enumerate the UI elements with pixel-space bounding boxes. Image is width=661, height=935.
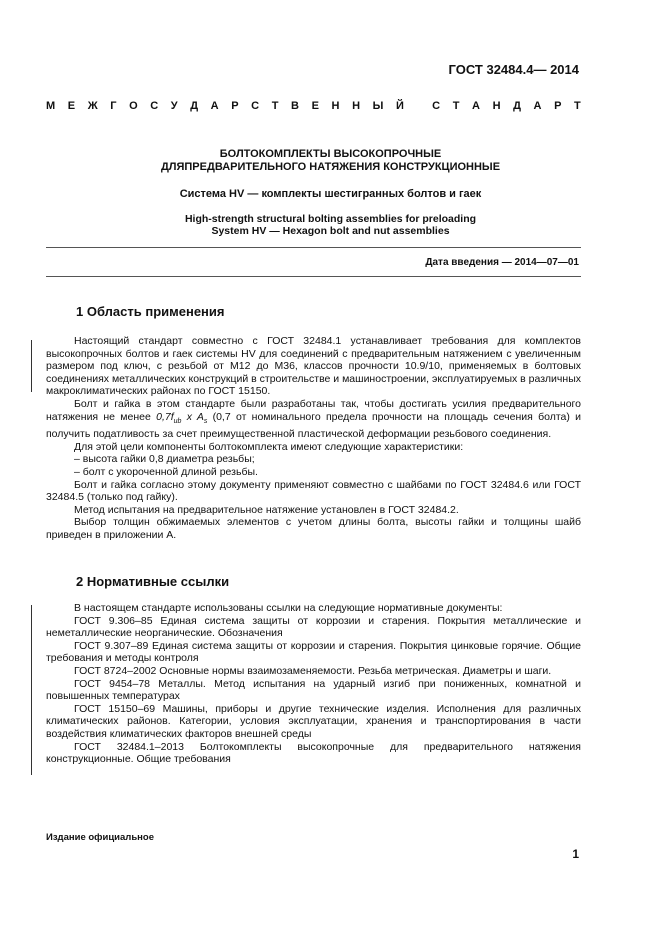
banner-gap [416,100,419,112]
banner-letter: Е [67,100,76,112]
banner-letter: В [291,100,299,112]
banner-letter: Д [513,100,521,112]
english-title [60,213,601,237]
banner-letter: С [150,100,159,112]
formula: 0,7f [156,410,174,423]
text-run: Болт и гайка в этом стандарте были разработаны так, чтобы достигать усилия предварительного натяжения не менее [46,397,581,423]
document-number: ГОСТ 32484.4— 2014 [448,62,579,77]
banner-letter: Д [190,100,199,112]
formula: x A [181,410,204,423]
banner-letter: Ы [372,100,384,112]
title-line-1: БОЛТОКОМПЛЕКТЫ ВЫСОКОПРОЧНЫЕ [219,148,442,160]
divider [46,276,581,277]
list-item: – болт с укороченной длиной резьбы. [74,466,258,479]
banner-letter: О [129,100,138,112]
banner-letter: М [46,100,56,112]
banner-letter: Т [574,100,581,112]
banner-letter: Т [452,100,460,112]
paragraph: В настоящем стандарте использованы ссылки на следующие нормативные документы: [74,602,503,614]
reference-item: ГОСТ 8724–2002 Основные нормы взаимозаменяемости. Резьба метрическая. Диаметры и шаги. [74,664,552,677]
reference-item: ГОСТ 9.307–89 Единая система защиты от коррозии и старения. Покрытия цинковые горячие. Общие требования и методы контроля [46,639,581,665]
text-run: (0,7 от номинального предела прочности на площадь сечения болта) и получить податливость за счет преимущественной пластической деформации резьбового соединения. [46,410,581,441]
banner-letter: Р [554,100,562,112]
paragraph: Для этой цели компоненты болтокомплекта имеют следующие характеристики: [74,440,464,453]
paragraph: Болт и гайка согласно этому документу применяют совместно с шайбами по ГОСТ 32484.6 или ГОСТ 32484.5 (только под гайку). [46,478,581,504]
english-title-line-1: High-strength structural bolting assemblies for preloading [184,213,477,225]
english-title-line-2: System HV — Hexagon bolt and nut assemblies [211,225,450,237]
reference-item: ГОСТ 9454–78 Металлы. Метод испытания на ударный изгиб при пониженных, комнатной и повышенных температурах [46,677,581,703]
formula-subscript: s [203,417,208,425]
section-2-body [0,602,661,766]
banner-letter: Ж [87,100,98,112]
banner-letter: А [210,100,219,112]
banner-letter: Н [492,100,501,112]
banner-letter: Г [110,100,117,112]
banner-letter: С [432,100,441,112]
section-2-heading: 2 Нормативные ссылки [76,574,230,589]
paragraph: Настоящий стандарт совместно с ГОСТ 32484.1 устанавливает требования для комплектов высокопрочных болтов и гаек системы HV для соединений с предварительным натяжением с увеличенным размером под ключ, с резьбой от М12 до М36, классов прочности 10.9/10, применяемых в болтовых соединениях металлических конструкций в строительстве и машиностроении, эксплуатируемых в различных макроклиматических районах по ГОСТ 15150. [46,335,581,398]
reference-item: ГОСТ 9.306–85 Единая система защиты от коррозии и старения. Покрытия металлические и неметаллические неорганические. Обозначения [46,614,581,640]
banner-letter: Н [352,100,361,112]
divider [46,247,581,248]
reference-item: ГОСТ 32484.1–2013 Болтокомплекты высокопрочные для предварительного натяжения конструкционные. Общие требования [46,740,581,766]
interstate-standard-banner [46,100,581,112]
paragraph: Выбор толщин обжимаемых элементов с учетом длины болта, высоты гайки и толщины шайб приведен в приложении А. [46,516,581,541]
banner-letter: С [251,100,260,112]
banner-letter: У [170,100,178,112]
formula-subscript: ub [173,417,182,425]
banner-letter: А [472,100,480,112]
effective-date: Дата введения — 2014—07—01 [425,257,579,268]
banner-letter: Н [331,100,340,112]
official-edition-note: Издание официальное [46,832,154,843]
document-subtitle: Система HV — комплекты шестигранных болтов и гаек [179,188,482,200]
document-title [60,148,601,174]
reference-item: ГОСТ 15150–69 Машины, приборы и другие технические изделия. Исполнения для различных климатических районов. Категории, условия эксплуатации, хранения и транспортирования в части воздействия климатических факторов внешней среды [46,702,581,740]
title-line-2: ДЛЯПРЕДВАРИТЕЛЬНОГО НАТЯЖЕНИЯ КОНСТРУКЦИОННЫЕ [160,161,501,173]
banner-letter: Т [271,100,279,112]
banner-letter: Р [231,100,239,112]
section-1-body [0,335,661,542]
banner-letter: А [533,100,542,112]
paragraph: Метод испытания на предварительное натяжение установлен в ГОСТ 32484.2. [74,503,459,516]
banner-letter: Е [311,100,319,112]
paragraph [46,398,581,441]
banner-letter: Й [395,100,404,112]
section-1-heading: 1 Область применения [76,304,225,319]
list-item: – высота гайки 0,8 диаметра резьбы; [74,453,255,466]
page-number: 1 [572,847,579,861]
